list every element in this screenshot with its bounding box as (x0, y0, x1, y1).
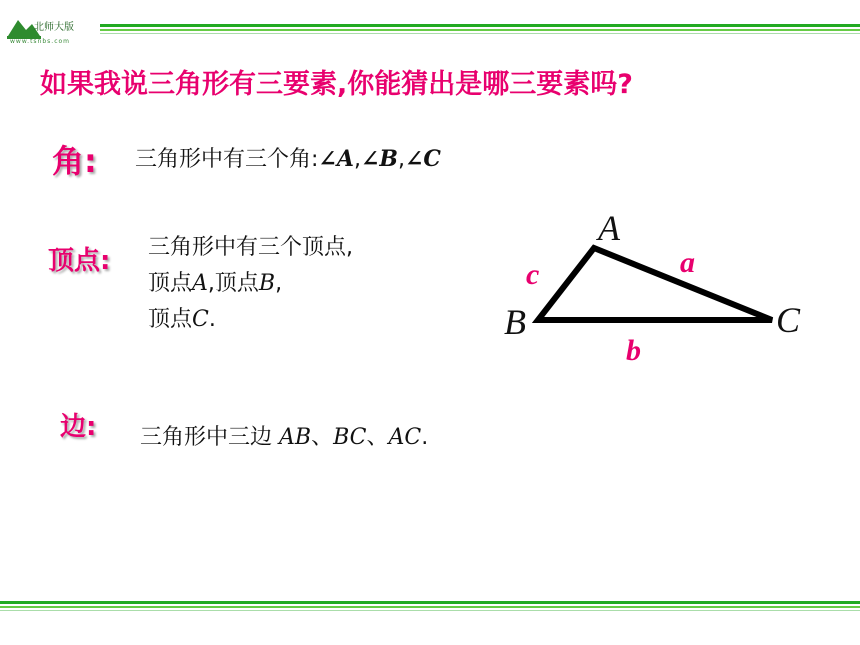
vertex-b-label: B (504, 302, 526, 342)
side-label: 边: (60, 412, 97, 442)
vertex-text (148, 230, 353, 338)
angle-prefix: 三角形中有三个角: (135, 147, 319, 172)
side-a-label: a (680, 246, 695, 279)
angle-b: ∠B (360, 146, 398, 172)
angle-a: ∠A (318, 146, 354, 172)
vertex-c-label: C (776, 300, 801, 340)
vertex-line-2: 顶点A,顶点B, (148, 271, 283, 296)
angle-label: 角: (52, 142, 97, 180)
logo-text: 北师大版 (34, 22, 74, 33)
triangle-shape (538, 248, 772, 320)
vertex-label: 顶点: (48, 246, 111, 276)
bottom-divider (0, 606, 860, 608)
side-ab: AB (279, 425, 312, 450)
triangle-diagram (490, 190, 830, 380)
side-b-label: b (626, 334, 641, 367)
side-bc: BC (333, 425, 367, 450)
top-divider (100, 24, 860, 27)
bottom-divider (0, 610, 860, 611)
angle-c: ∠C (404, 146, 441, 172)
logo-url: www.tsnbs.com (10, 38, 71, 45)
side-ac: AC (388, 425, 422, 450)
bottom-divider (0, 601, 860, 604)
top-divider (100, 33, 860, 34)
question-heading: 如果我说三角形有三要素,你能猜出是哪三要素吗? (40, 69, 633, 100)
vertex-a-label: A (598, 208, 620, 248)
top-divider (100, 29, 860, 31)
vertex-line-3: 顶点C. (148, 307, 216, 332)
vertex-line-1: 三角形中有三个顶点, (148, 235, 353, 260)
side-c-label: c (526, 258, 540, 291)
side-text: 三角形中三边 AB、BC、AC. (140, 425, 429, 450)
angle-text: 三角形中有三个角:∠A,∠B,∠C (135, 146, 441, 172)
